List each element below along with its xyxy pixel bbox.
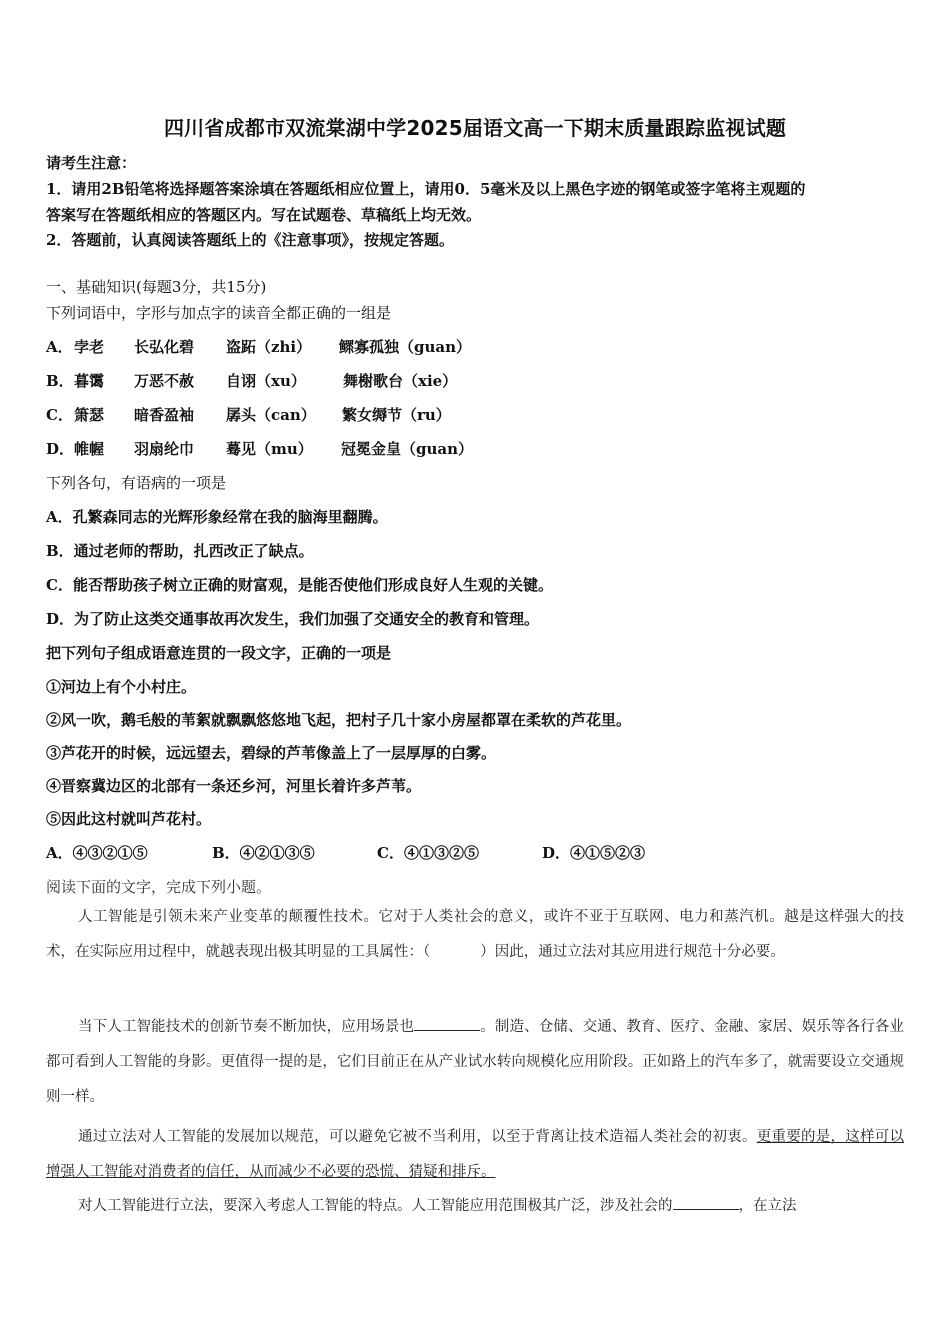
q1-c-word3: 孱头（can） [226,406,316,424]
p3-text-a: 通过立法对人工智能的发展加以规范，可以避免它被不当利用，以至于背离让技术造福人类社会的初衷。 [78,1129,757,1145]
q1-stem: 下列词语中，字形与加点字的读音全都正确的一组是 [46,304,392,322]
notice-heading: 请考生注意： [46,154,137,172]
q1-b-word1: 暮霭 [74,372,105,390]
q1-d-word1: 帷幄 [74,440,105,458]
fill-blank-2 [673,1197,739,1210]
q3-sentence-4: ④晋察冀边区的北部有一条还乡河，河里长着许多芦苇。 [46,777,422,795]
q1-a-word1: 孛老 [74,338,105,356]
q1-a-word4: 鳏寡孤独（guan） [339,338,472,356]
exam-title: 四川省成都市双流棠湖中学2025届语文高一下期末质量跟踪监视试题 [163,116,787,140]
q1-b-word4: 舞榭歌台（xie） [343,372,458,390]
reading-paragraph-4 [46,1189,904,1224]
q1-a-word2: 长弘化碧 [134,338,195,356]
q1-d-letter: D． [46,440,75,458]
q2-stem: 下列各句，有语病的一项是 [46,474,227,492]
q1-c-word1: 箫瑟 [74,406,105,424]
q3-stem: 把下列句子组成语意连贯的一段文字，正确的一项是 [46,644,392,662]
notice-item-1b: 答案写在答题纸相应的答题区内。写在试题卷、草稿纸上均无效。 [46,206,482,224]
p4-text-a: 对人工智能进行立法，要深入考虑人工智能的特点。人工智能应用范围极其广泛，涉及社会的 [78,1198,673,1214]
q3-sentence-2: ②风一吹，鹅毛般的苇絮就飘飘悠悠地飞起，把村子几十家小房屋都罩在柔软的芦花里。 [46,711,632,729]
q2-option-a: A．孔繁森同志的光辉形象经常在我的脑海里翻腾。 [46,508,388,526]
p3-underlined-sentence: 更重要的是，这样可以增强人工智能对消费者的信任，从而减少不必要的恐慌、猜疑和排斥。 [46,1129,905,1180]
p1-text-a: 人工智能是引领未来产业变革的颠覆性技术。它对于人类社会的意义，或许不亚于互联网、电力和蒸汽机。越是这样强大的技术，在实际应用过程中，就越表现出极其明显的工具属性：（ [46,909,904,960]
q1-c-letter: C． [46,406,73,424]
q3-sentence-5: ⑤因此这村就叫芦花村。 [46,810,212,828]
q1-c-word2: 暗香盈袖 [134,406,195,424]
q1-a-word3: 盗跖（zhi） [226,338,312,356]
notice-item-1a: 1．请用2B铅笔将选择题答案涂填在答题纸相应位置上，请用0．5毫米及以上黑色字迹的钢笔或签字笔将主观题的 [46,180,806,198]
q3-option-a: A．④③②①⑤ [46,844,148,862]
p2-text-a: 当下人工智能技术的创新节奏不断加快，应用场景也 [78,1019,415,1035]
reading-paragraph-3 [46,1120,904,1190]
q1-d-word4: 冠冕金皇（guan） [341,440,474,458]
q1-a-letter: A． [46,338,73,356]
q1-c-word4: 繁女缛节（ru） [342,406,451,424]
q1-d-word3: 蓦见（mu） [226,440,313,458]
q3-option-c: C．④①③②⑤ [377,844,479,862]
q3-option-d: D．④①⑤②③ [542,844,646,862]
p1-text-b: ）因此，通过立法对其应用进行规范十分必要。 [480,944,785,960]
p2-text-b: 。制造、仓储、交通、教育、医疗、金融、家居、娱乐等各行各业都可看到人工智能的身影。更值得一提的是，它们目前正在从产业试水转向规模化应用阶段。正如路上的汽车多了，就需要设立交通规则一样。 [46,1019,905,1105]
q1-b-word2: 万恶不赦 [134,372,195,390]
q2-option-b: B．通过老师的帮助，扎西改正了缺点。 [46,542,314,560]
q2-option-d: D．为了防止这类交通事故再次发生，我们加强了交通安全的教育和管理。 [46,610,540,628]
q3-sentence-3: ③芦花开的时候，远远望去，碧绿的芦苇像盖上了一层厚厚的白雾。 [46,744,497,762]
fill-blank-1 [414,1018,480,1031]
reading-intro: 阅读下面的文字，完成下列小题。 [46,878,272,896]
section-heading: 一、基础知识(每题3分，共15分) [46,278,267,296]
p4-text-b: ，在立法 [738,1198,797,1214]
q3-sentence-1: ①河边上有个小村庄。 [46,678,197,696]
q1-b-word3: 自诩（xu） [226,372,306,390]
answer-paren-blank [430,935,480,970]
q1-b-letter: B． [46,372,74,390]
reading-paragraph-1 [46,900,904,970]
q2-option-c: C．能否帮助孩子树立正确的财富观，是能否使他们形成良好人生观的关键。 [46,576,553,594]
notice-item-2: 2．答题前，认真阅读答题纸上的《注意事项》，按规定答题。 [46,231,454,249]
reading-paragraph-2 [46,1010,904,1115]
q1-d-word2: 羽扇纶巾 [134,440,195,458]
q3-option-b: B．④②①③⑤ [212,844,315,862]
